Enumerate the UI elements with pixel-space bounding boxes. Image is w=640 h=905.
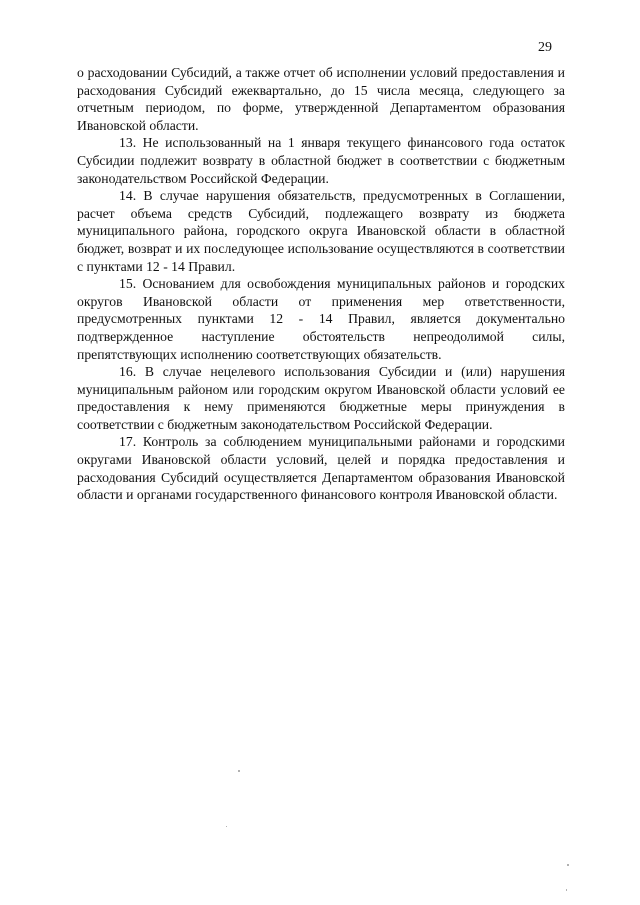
paragraph-item-15: 15. Основанием для освобождения муниципальных районов и городских округов Ивановской области от применения мер ответственности, предусмотренных пунктами 12 - 14 Правил, является документально подтвержденное наступление обстоятельств непреодолимой силы, препятствующих исполнению соответствующих обязательств. <box>77 276 565 362</box>
scan-speck <box>566 889 567 891</box>
scan-speck <box>226 826 227 827</box>
scan-speck <box>567 864 569 866</box>
paragraph-item-13: 13. Не использованный на 1 января текущего финансового года остаток Субсидии подлежит возврату в областной бюджет в соответствии с бюджетным законодательством Российской Федерации. <box>77 135 565 186</box>
paragraph-item-17: 17. Контроль за соблюдением муниципальными районами и городскими округами Ивановской области условий, целей и порядка предоставления и расходования Субсидий осуществляется Департаментом образования Ивановской области и органами государственного финансового контроля Ивановской области. <box>77 434 565 503</box>
paragraph-item-14: 14. В случае нарушения обязательств, предусмотренных в Соглашении, расчет объема средств Субсидий, подлежащего возврату из бюджета муниципального района, городского округа Ивановской области в областной бюджет, возврат и их последующее использование осуществляются в соответствии с пунктами 12 - 14 Правил. <box>77 188 565 274</box>
page-number: 29 <box>538 40 552 55</box>
document-body <box>77 64 565 504</box>
paragraph-item-16: 16. В случае нецелевого использования Субсидии и (или) нарушения муниципальным районом или городским округом Ивановской области условий ее предоставления к нему применяются бюджетные меры принуждения в соответствии с бюджетным законодательством Российской Федерации. <box>77 364 565 432</box>
paragraph-continuation: о расходовании Субсидий, а также отчет об исполнении условий предоставления и расходования Субсидий ежеквартально, до 15 числа месяца, следующего за отчетным периодом, по форме, утвержденной Департаментом образования Ивановской области. <box>77 65 565 133</box>
scan-speck <box>238 770 240 772</box>
